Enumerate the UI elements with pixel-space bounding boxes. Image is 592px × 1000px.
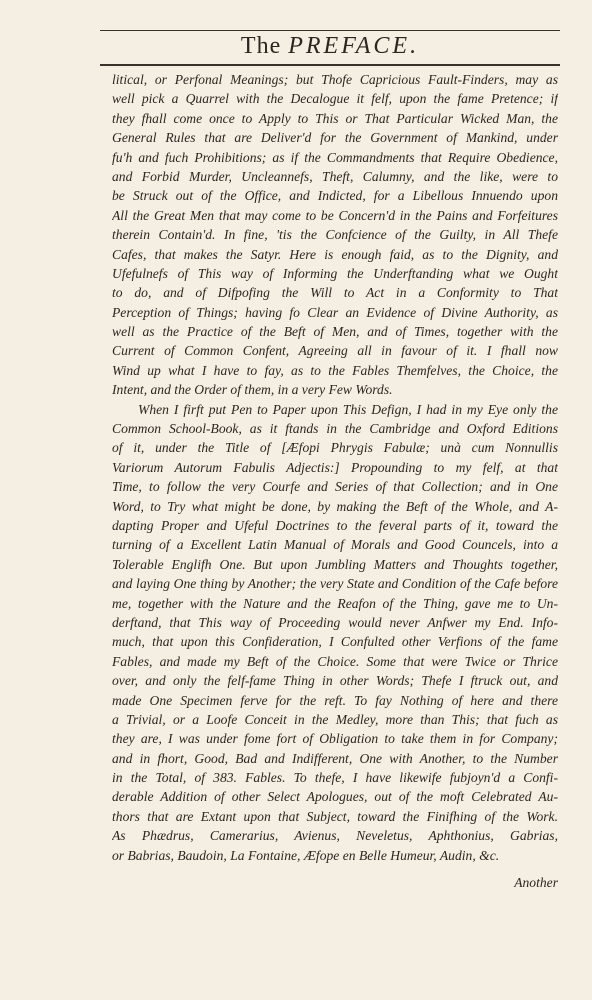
text-line: Variorum Autorum Fabulis Adjectis:] Propounding to my felf, at that: [112, 459, 558, 475]
text-line: thors that are Extant upon that Subject, toward the Finifhing of the Work.: [112, 808, 558, 824]
text-line: Common School-Book, as it ftands in the Cambridge and Oxford Editions: [112, 421, 558, 437]
text-line: over, and only the felf-fame Thing in other Words; Thefe I ftruck out, and: [112, 673, 558, 689]
text-line: When I firft put Pen to Paper upon This Defign, I had in my Eye only the: [138, 401, 558, 417]
text-line: Ufefulnefs of This way of Informing the Underftanding what we Ought: [112, 265, 558, 281]
text-line: or Babrias, Baudoin, La Fontaine, Æfope en Belle Humeur, Audin, &c.: [112, 847, 500, 863]
text-line: Cafes, that makes the Satyr. Here is enough faid, as to the Dignity, and: [112, 246, 558, 262]
text-line: well pick a Quarrel with the Decalogue it felf, upon the fame Pretence; if: [112, 91, 558, 107]
text-line: much, that upon this Confideration, I Confulted other Verfions of the fame: [112, 634, 558, 650]
text-line: to do, and of Difpofing the Will to Act in a Conformity to That: [112, 285, 558, 301]
text-line: Fables, and made my Beft of the Choice. Some that were Twice or Thrice: [112, 653, 558, 669]
text-line: made One Specimen ferve for the reft. To fay Nothing of here and there: [112, 692, 558, 708]
text-line: Current of Common Confent, Agreeing all in favour of it. I fhall now: [112, 343, 558, 359]
catchword: Another: [514, 875, 558, 890]
text-line: and laying One thing by Another; the very State and Condition of the Cafe before: [112, 576, 558, 592]
text-line: turning of a Excellent Latin Manual of Morals and Good Councels, into a: [112, 537, 558, 553]
text-line: derable Addition of other Select Apologues, out of the moft Celebrated Au-: [112, 789, 558, 805]
text-line: well as the Practice of the Beft of Men, and of Times, together with the: [112, 324, 558, 340]
preface-text: [112, 70, 558, 865]
text-line: Tolerable Englifh One. But upon Jumbling Matters and Thoughts together,: [112, 556, 558, 572]
text-line: Time, to follow the very Courfe and Series of that Collection; and in One: [112, 479, 558, 495]
text-line: therein Contain'd. In fine, 'tis the Confcience of the Guilty, in All Thefe: [112, 227, 558, 243]
text-line: fu'h and fuch Prohibitions; as if the Commandments that Require Obedience,: [112, 149, 558, 165]
text-line: and Forbid Murder, Uncleannefs, Theft, Calumny, and the like, were to: [112, 168, 558, 184]
text-line: Intent, and the Order of them, in a very Few Words.: [112, 382, 393, 398]
text-line: be Struck out of the Office, and Indicted, for a Libellous Innuendo upon: [112, 188, 558, 204]
header-title: PREFACE.: [288, 33, 420, 59]
text-line: Word, to Try what might be done, by making the Beft of the Whole, and A-: [112, 498, 558, 514]
text-line: litical, or Perfonal Meanings; but Thofe Capricious Fault-Finders, may as: [112, 72, 558, 87]
text-line: and in fhort, Good, Bad and Indifferent, One with Another, to the Number: [112, 750, 558, 766]
running-header: [100, 33, 560, 65]
text-line: All the Great Men that may come to be Concern'd in the Pains and Forfeitures: [112, 207, 558, 223]
text-line: dapting Proper and Ufeful Doctrines to the feveral parts of it, toward the: [112, 517, 558, 533]
text-line: Wind up what I have to fay, as to the Fables Themfelves, the Choice, the: [112, 362, 558, 378]
text-line: Perception of Things; having fo Clear an Evidence of Divine Authority, as: [112, 304, 558, 320]
text-line: they are, I was under fome fort of Obligation to take them in for Company;: [112, 731, 558, 747]
text-line: a Trivial, or a Loofe Conceit in the Medley, more than This; that fuch as: [112, 711, 558, 727]
text-line: me, together with the Nature and the Reafon of the Thing, gave me to Un-: [112, 595, 558, 611]
text-line: As Phædrus, Camerarius, Avienus, Neveletus, Aphthonius, Gabrias,: [112, 828, 558, 844]
header-the: The: [240, 33, 282, 59]
text-line: in the Total, of 383. Fables. To thefe, I have likewife fubjoyn'd a Confi-: [112, 770, 558, 786]
header-bottom-rule: [100, 64, 560, 66]
text-line: of it, under the Title of [Æfopi Phrygis Fabulæ; unà cum Nonnullis: [112, 440, 558, 456]
text-line: they fhall come once to Apply to This or That Particular Wicked Man, the: [112, 110, 558, 126]
text-line: derftand, that This way of Proceeding would never Anfwer my End. Info-: [112, 614, 558, 630]
text-line: General Rules that are Deliver'd for the Government of Mankind, under: [112, 130, 558, 146]
header-top-rule: [100, 30, 560, 31]
